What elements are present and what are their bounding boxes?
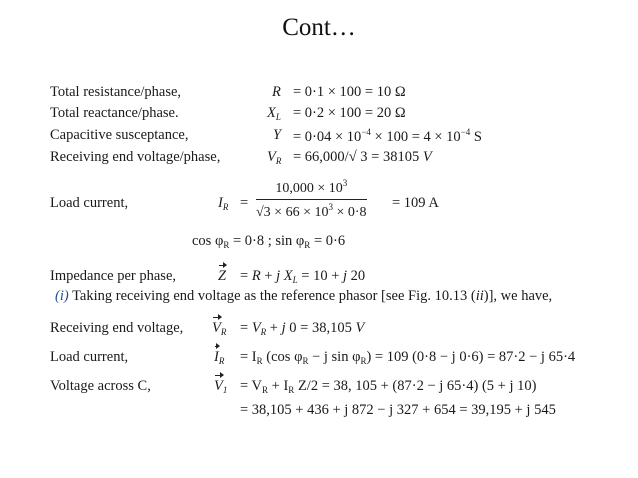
- label-voltage-across-c: Voltage across C,: [50, 378, 151, 394]
- eq-total-resistance: = 0·1 × 100 = 10 Ω: [293, 84, 406, 100]
- symbol-z-vector: Z: [218, 268, 227, 284]
- symbol-vr-vector: $V_R$: [212, 320, 227, 337]
- symbol-ir: $I_R$: [218, 195, 229, 212]
- label-total-reactance: Total reactance/phase.: [50, 105, 179, 121]
- label-receiving-end-voltage-phase: Receiving end voltage/phase,: [50, 149, 221, 165]
- eq-impedance-per-phase: = R + j $X_L = 10 + j$ 20: [240, 268, 366, 285]
- fraction-numerator: $10,000 \times 10^3$: [256, 178, 367, 200]
- label-capacitive-susceptance: Capacitive susceptance,: [50, 127, 189, 143]
- symbol-r: R: [272, 84, 281, 100]
- symbol-xl: $X_L$: [267, 105, 281, 122]
- symbol-v1-vector: $V_1$: [214, 378, 228, 395]
- eq-capacitive-susceptance: = $0\cdot 04 \times 10^{-4} \times 100 = 4 \times 10^{-4}$ S: [293, 127, 482, 145]
- label-total-resistance: Total resistance/phase,: [50, 84, 182, 100]
- eq-receiving-end-voltage-phase: = 66,000/√ 3 = 38105 V: [293, 149, 432, 165]
- eq-cos-sin-phi: $\cos \varphi_R = 0\cdot 8$ ; $\sin \varphi_R = 0\cdot 6$: [192, 233, 346, 250]
- eq-total-reactance: = 0·2 × 100 = 20 Ω: [293, 105, 406, 121]
- label-receiving-end-voltage: Receiving end voltage,: [50, 320, 184, 336]
- symbol-ir-vector: $I_R$: [214, 349, 225, 366]
- slide-title: Cont…: [282, 14, 356, 41]
- fraction-denominator: $√3 \times 66 \times 10^3 \times 0\cdot 8$: [256, 202, 367, 220]
- label-load-current: Load current,: [50, 195, 129, 211]
- label-load-current-phasor: Load current,: [50, 349, 129, 365]
- case-i-statement: (i) Taking receiving end voltage as the reference phasor [see Fig. 10.13 (ii)], we have,: [55, 288, 553, 304]
- label-impedance-per-phase: Impedance per phase,: [50, 268, 177, 284]
- eq-receiving-end-voltage: = $V_R + j$ 0 = 38,105 V: [240, 320, 365, 337]
- eq-load-current-result: = 109 A: [392, 195, 439, 211]
- symbol-y: Y: [273, 127, 282, 143]
- eq-load-current-phasor: = $I_R$ (cos $\varphi_R - j$ $\sin \varphi_R) = 109$ (0·8 − j 0·6) = 87·2 − j 65·4: [240, 349, 576, 366]
- fraction-load-current: [256, 178, 367, 221]
- symbol-vr: $V_R$: [267, 149, 282, 166]
- eq-voltage-across-c-result: = 38,105 + 436 + j 872 − j 327 + 654 = 39,195 + j 545: [240, 402, 556, 418]
- eq-voltage-across-c: = $V_R + I_R$ Z/2 = 38, 105 + (87·2 − j 65·4) (5 + j 10): [240, 378, 537, 395]
- eq-sign-load-current: =: [240, 195, 249, 211]
